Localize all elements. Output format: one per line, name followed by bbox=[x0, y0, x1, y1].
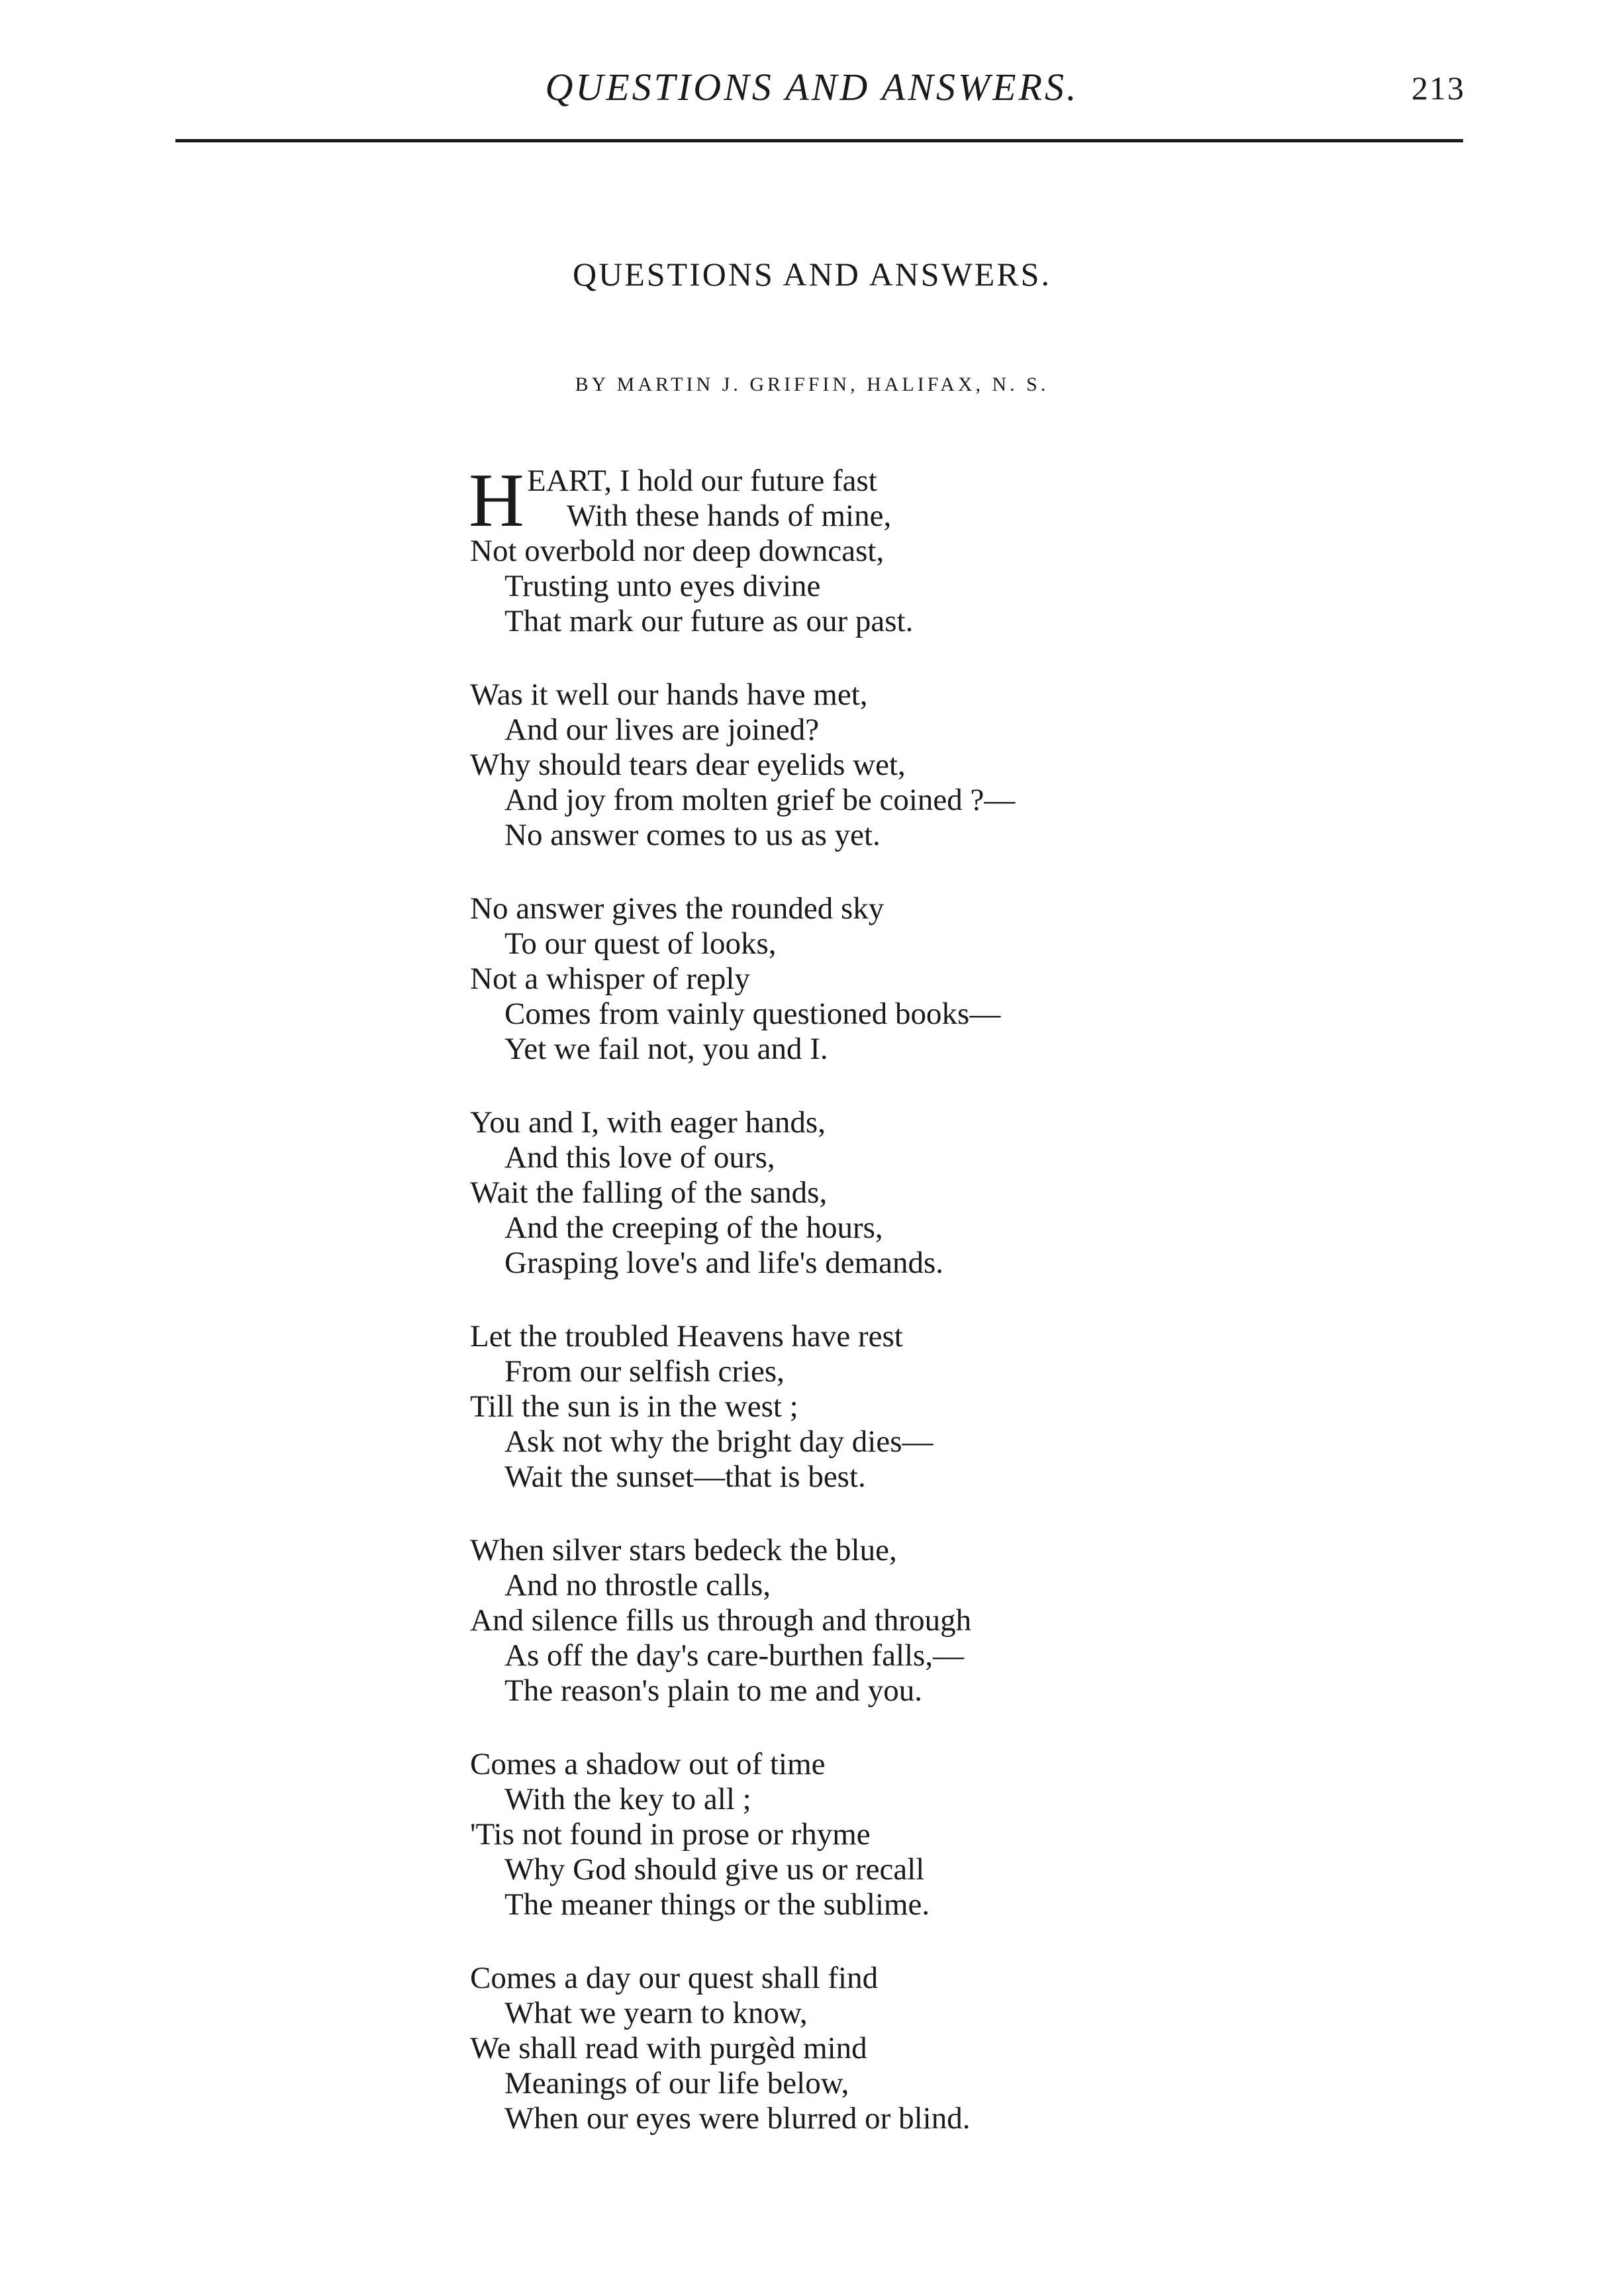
poem-line: Was it well our hands have met, bbox=[470, 677, 868, 712]
poem-line: Till the sun is in the west ; bbox=[470, 1389, 798, 1424]
stanza bbox=[470, 1533, 1463, 1708]
running-head bbox=[0, 65, 1624, 124]
drop-cap: H bbox=[469, 458, 524, 543]
stanza bbox=[470, 1319, 1463, 1495]
poem-line: The meaner things or the sublime. bbox=[504, 1887, 930, 1922]
poem-line: Ask not why the bright day dies— bbox=[504, 1424, 933, 1459]
page-number: 213 bbox=[1411, 70, 1465, 107]
stanza bbox=[470, 1105, 1463, 1281]
poem-line: 'Tis not found in prose or rhyme bbox=[470, 1817, 871, 1852]
poem-line: What we yearn to know, bbox=[504, 1996, 808, 2030]
poem-line: Comes from vainly questioned books— bbox=[504, 997, 1001, 1031]
poem-line: And joy from molten grief be coined ?— bbox=[504, 783, 1016, 817]
poem-line: No answer gives the rounded sky bbox=[470, 891, 884, 926]
poem-line: EART, I hold our future fast bbox=[527, 464, 877, 498]
poem-line: And no throstle calls, bbox=[504, 1568, 771, 1603]
stanza bbox=[470, 891, 1463, 1067]
stanza bbox=[469, 458, 1463, 639]
poem-line: Not a whisper of reply bbox=[470, 962, 750, 996]
poem-line: As off the day's care-burthen falls,— bbox=[504, 1638, 965, 1673]
poem-line: From our selfish cries, bbox=[504, 1354, 785, 1389]
poem-line: With these hands of mine, bbox=[567, 499, 892, 533]
stanza bbox=[470, 677, 1463, 853]
running-title: QUESTIONS AND ANSWERS. bbox=[545, 66, 1079, 109]
poem-line: And silence fills us through and through bbox=[470, 1603, 972, 1638]
poem-line: The reason's plain to me and you. bbox=[504, 1673, 923, 1708]
poem-line: Trusting unto eyes divine bbox=[504, 569, 821, 603]
poem-line: And our lives are joined? bbox=[504, 713, 820, 747]
poem-body bbox=[469, 458, 1463, 2175]
poem-line: Why should tears dear eyelids wet, bbox=[470, 748, 906, 782]
poem-line: To our quest of looks, bbox=[504, 926, 777, 961]
poem-title: QUESTIONS AND ANSWERS. bbox=[572, 256, 1051, 293]
poem-line: Not overbold nor deep downcast, bbox=[470, 534, 884, 568]
stanza bbox=[470, 1747, 1463, 1922]
poem-line: Wait the sunset—that is best. bbox=[504, 1460, 866, 1494]
poem-line: Yet we fail not, you and I. bbox=[504, 1032, 828, 1066]
poem-line: Meanings of our life below, bbox=[504, 2066, 849, 2101]
poem-line: Comes a day our quest shall find bbox=[470, 1961, 879, 1995]
poem-line: Let the troubled Heavens have rest bbox=[470, 1319, 903, 1354]
poem-line: And this love of ours, bbox=[504, 1140, 775, 1175]
header-rule bbox=[175, 139, 1463, 142]
poem-line: Comes a shadow out of time bbox=[470, 1747, 826, 1781]
poem-line: That mark our future as our past. bbox=[504, 604, 914, 638]
poem-line: And the creeping of the hours, bbox=[504, 1211, 883, 1245]
poem-line: No answer comes to us as yet. bbox=[504, 818, 881, 852]
poem-line: When our eyes were blurred or blind. bbox=[504, 2101, 971, 2136]
stanza bbox=[470, 1961, 1463, 2136]
poem-line: Grasping love's and life's demands. bbox=[504, 1246, 944, 1280]
byline: BY MARTIN J. GRIFFIN, HALIFAX, N. S. bbox=[575, 373, 1049, 395]
poem-line: We shall read with purgèd mind bbox=[470, 2031, 867, 2065]
poem-line: Why God should give us or recall bbox=[504, 1852, 925, 1887]
poem-line: You and I, with eager hands, bbox=[470, 1105, 826, 1140]
poem-line: Wait the falling of the sands, bbox=[470, 1175, 828, 1210]
poem-line: When silver stars bedeck the blue, bbox=[470, 1533, 897, 1567]
poem-line: With the key to all ; bbox=[504, 1782, 751, 1816]
